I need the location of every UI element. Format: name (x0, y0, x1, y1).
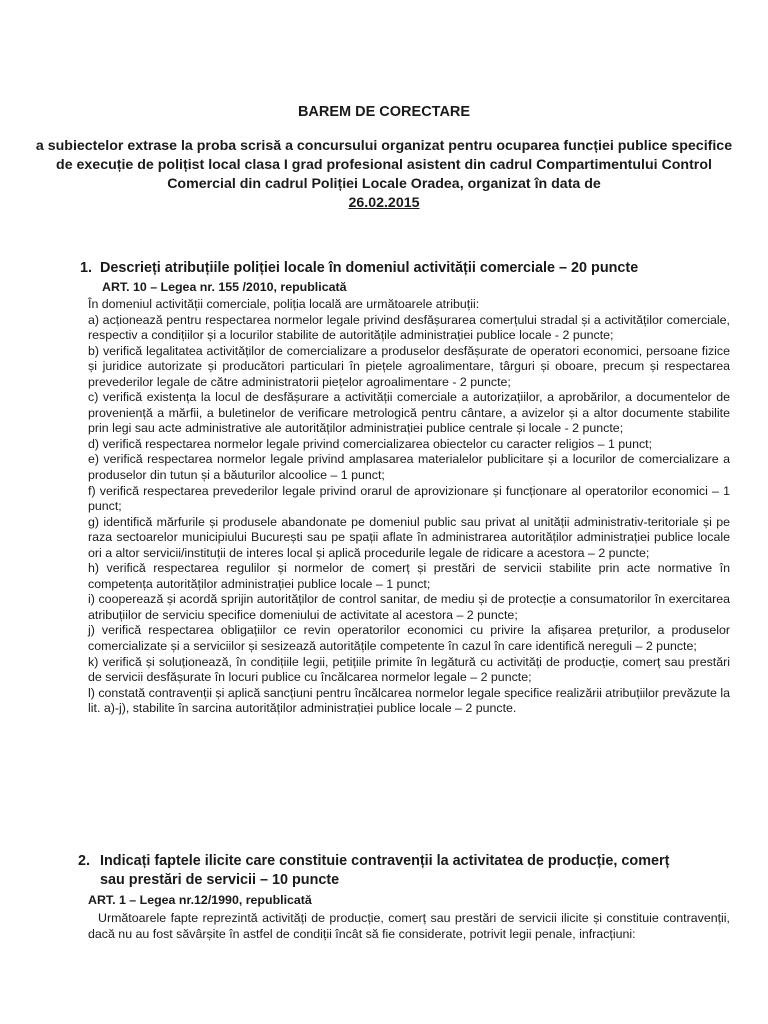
section-1-number: 1. (80, 260, 93, 276)
document-title: BAREM DE CORECTARE (297, 104, 471, 120)
list-item: d) verifică respectarea normelor legale privind comercializarea obiectelor cu caracter religios – 1 punct; (88, 436, 653, 451)
section-2-article: ART. 1 – Legea nr.12/1990, republicată (88, 893, 312, 907)
section-2-title-line1: Indicați faptele ilicite care constituie contravenții la activitatea de producție, comerț (100, 853, 670, 869)
list-item: f) verifică respectarea prevederilor legale privind orarul de aprovizionare și funcționare al operatorilor economici – 1 punct; (88, 483, 730, 514)
list-item: b) verifică legalitatea activităților de comercializare a produselor desfășurate de operatori economici, persoane fizice și juridice autorizate și producători particulari în piețele agroalimentare, târguri și oboare, precum și respectarea prevederilor legale de către administratorii piețelor agroalimentare - 2 puncte; (88, 343, 730, 389)
subtitle-text: a subiectelor extrase la proba scrisă a concursului organizat pentru ocuparea funcției publice specifice de execuție de polițist local clasa I grad profesional asistent din cadrul Compartimentului Control Comercial din cadrul Poliției Locale Oradea, organizat în data de (35, 138, 733, 192)
list-item: l) constată contravenții și aplică sancțiuni pentru încălcarea normelor legale specifice realizării atribuțiilor prevăzute la lit. a)-j), stabilite în sarcina autorităților administrației publice locale – 2 puncte. (88, 685, 730, 716)
list-item: e) verifică respectarea normelor legale privind amplasarea materialelor publicitare și a locurilor de comercializare a produselor din tutun și a băuturilor alcoolice – 1 punct; (88, 452, 730, 483)
section-1-body (88, 297, 730, 717)
list-item: a) acționează pentru respectarea normelor legale privind desfășurarea comerțului stradal și a activităților comerciale, respectiv a condițiilor și a locurilor stabilite de autoritățile administrației publice locale - 2 puncte; (88, 312, 730, 343)
section-1-heading (80, 260, 720, 276)
section-2-paragraph: Următoarele fapte reprezintă activități de producție, comerț sau prestări de servicii ilicite și constituie contravenții, dacă nu au fost săvârșite în astfel de condiții încât să fie considerate, potrivit legii penale, infracțiuni: (88, 911, 730, 941)
section-2-heading (78, 852, 728, 890)
list-item: c) verifică existența la locul de desfășurare a activității comerciale a autorizațiilor, a aprobărilor, a documentelor de proveniență a mărfii, a buletinelor de verificare metrologică pentru cântare, a avizelor și a altor documente stabilite prin legi sau acte administrative ale autorităților administrației publice centrale și locale - 2 puncte; (88, 390, 730, 436)
list-item: i) cooperează și acordă sprijin autorităților de control sanitar, de mediu și de protecție a consumatorilor în exercitarea atribuțiilor de serviciu specifice domeniului de activitate al acestora – 2 puncte; (88, 592, 730, 622)
list-item: h) verifică respectarea regulilor și normelor de comerț și prestări de servicii stabilite prin acte normative în competența autorităților administrației publice locale – 1 punct; (88, 561, 730, 591)
list-item: j) verifică respectarea obligațiilor ce revin operatorilor economici cu privire la afișarea prețurilor, a produselor comercializate și a serviciilor și sesizează autoritățile competente în cazul în care identifică nereguli – 2 puncte; (88, 623, 730, 654)
document-subtitle (30, 137, 738, 213)
exam-date: 26.02.2015 (348, 195, 420, 211)
section-2-number: 2. (78, 853, 91, 869)
section-1-article: ART. 10 – Legea nr. 155 /2010, republicată (102, 280, 347, 294)
section-1-intro: În domeniul activității comerciale, poliția locală are următoarele atribuții: (88, 297, 480, 311)
list-item: k) verifică și soluționează, în condițiile legii, petițiile primite în legătură cu activități de producție, comerț sau prestări de servicii desfășurate în locuri publice cu încălcarea normelor legale – 2 puncte; (88, 654, 730, 685)
section-1-title: Descrieți atribuțiile poliției locale în domeniul activității comerciale – 20 puncte (100, 260, 639, 276)
section-2-title-line2: sau prestări de servicii – 10 puncte (100, 872, 340, 888)
list-item: g) identifică mărfurile și produsele abandonate pe domeniul public sau privat al unității administrativ-teritoriale și pe raza sectoarelor municipiului București sau pe spații aflate în administrarea autorităților administrației publice locale ori a altor servicii/instituții de interes local și aplică procedurile legale de ridicare a acestora – 2 puncte; (88, 514, 730, 560)
